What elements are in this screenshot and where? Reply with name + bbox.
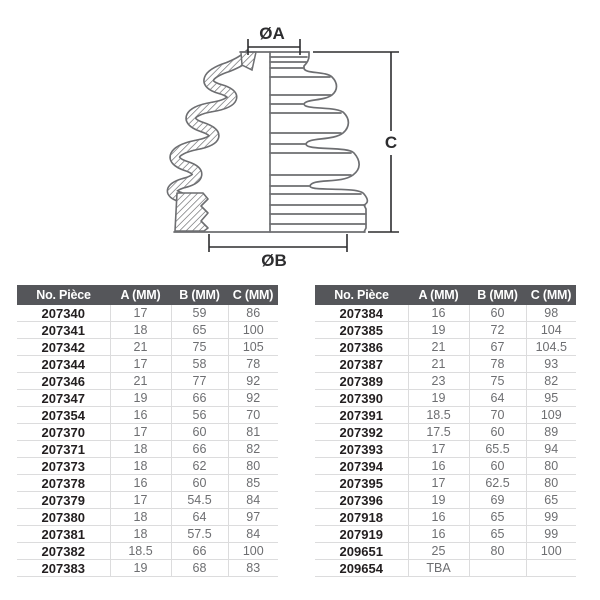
- dim-label-a: ØA: [259, 24, 285, 43]
- dimension-value: 86: [228, 305, 278, 322]
- part-number: 207344: [17, 356, 110, 373]
- dimension-value: 18: [110, 441, 171, 458]
- dimension-value: 16: [408, 526, 469, 543]
- dimension-value: [469, 560, 526, 577]
- dimension-value: 25: [408, 543, 469, 560]
- part-number: 207390: [315, 390, 408, 407]
- dimension-value: 84: [228, 526, 278, 543]
- part-number: 207340: [17, 305, 110, 322]
- dimension-value: 95: [526, 390, 576, 407]
- dimension-value: 99: [526, 509, 576, 526]
- dimension-value: 80: [469, 543, 526, 560]
- column-header: A (MM): [110, 285, 171, 305]
- table-row: [315, 526, 576, 543]
- table-row: [17, 339, 278, 356]
- dimension-value: 18: [110, 458, 171, 475]
- table-row: [315, 322, 576, 339]
- dimension-value: 85: [228, 475, 278, 492]
- table-row: [17, 305, 278, 322]
- dimension-value: 60: [469, 305, 526, 322]
- dimension-value: TBA: [408, 560, 469, 577]
- dimension-value: 60: [469, 458, 526, 475]
- dimension-value: 57.5: [171, 526, 228, 543]
- table-row: [17, 441, 278, 458]
- parts-table-right: [315, 285, 576, 577]
- dimension-value: 18: [110, 322, 171, 339]
- part-number: 207387: [315, 356, 408, 373]
- dimension-value: 21: [408, 339, 469, 356]
- dimension-value: 83: [228, 560, 278, 577]
- dimension-value: 70: [469, 407, 526, 424]
- table-row: [315, 424, 576, 441]
- dimension-value: 68: [171, 560, 228, 577]
- dimension-value: 66: [171, 543, 228, 560]
- table-row: [315, 441, 576, 458]
- dimension-value: 18.5: [110, 543, 171, 560]
- dimension-value: 62.5: [469, 475, 526, 492]
- dimension-value: 21: [110, 339, 171, 356]
- boot-section-wall: [172, 52, 256, 231]
- dimension-value: 65: [469, 526, 526, 543]
- part-number: 207391: [315, 407, 408, 424]
- dimension-value: 75: [171, 339, 228, 356]
- dimension-value: 16: [110, 407, 171, 424]
- table-row: [315, 373, 576, 390]
- dimension-value: 17: [110, 424, 171, 441]
- dimension-value: 60: [469, 424, 526, 441]
- part-number: 207396: [315, 492, 408, 509]
- part-number: 207354: [17, 407, 110, 424]
- dimension-value: 16: [408, 305, 469, 322]
- part-number: 207371: [17, 441, 110, 458]
- table-row: [315, 356, 576, 373]
- dimension-value: 67: [469, 339, 526, 356]
- dimension-value: 64: [469, 390, 526, 407]
- cv-boot-diagram: [0, 0, 600, 282]
- dimension-value: 56: [171, 407, 228, 424]
- dimension-value: 54.5: [171, 492, 228, 509]
- dimension-value: 66: [171, 441, 228, 458]
- part-number: 207342: [17, 339, 110, 356]
- dimension-value: 60: [171, 424, 228, 441]
- dimension-value: 105: [228, 339, 278, 356]
- dimension-value: 17: [110, 356, 171, 373]
- dimension-value: 92: [228, 390, 278, 407]
- dimension-value: 19: [408, 390, 469, 407]
- part-number: 207380: [17, 509, 110, 526]
- table-row: [315, 305, 576, 322]
- column-header: C (MM): [228, 285, 278, 305]
- part-number: 207346: [17, 373, 110, 390]
- part-number: 207918: [315, 509, 408, 526]
- dimension-value: 17: [408, 475, 469, 492]
- dimension-value: 80: [228, 458, 278, 475]
- part-number: 207395: [315, 475, 408, 492]
- column-header: B (MM): [469, 285, 526, 305]
- column-header: B (MM): [171, 285, 228, 305]
- dimension-value: 62: [171, 458, 228, 475]
- dimension-value: 100: [228, 322, 278, 339]
- table-header-row: [17, 285, 278, 305]
- table-row: [17, 322, 278, 339]
- dimension-value: 23: [408, 373, 469, 390]
- table-row: [17, 526, 278, 543]
- dimension-value: 92: [228, 373, 278, 390]
- dimension-value: 21: [408, 356, 469, 373]
- dimension-value: 70: [228, 407, 278, 424]
- dimension-value: 78: [469, 356, 526, 373]
- table-row: [315, 543, 576, 560]
- table-row: [17, 458, 278, 475]
- column-header: No. Pièce: [17, 285, 110, 305]
- dimension-value: 65: [171, 322, 228, 339]
- dimension-value: 80: [526, 475, 576, 492]
- dim-label-c: C: [384, 133, 398, 152]
- dimension-value: 16: [408, 458, 469, 475]
- part-number: 207386: [315, 339, 408, 356]
- column-header: A (MM): [408, 285, 469, 305]
- dimension-value: 78: [228, 356, 278, 373]
- part-number: 207383: [17, 560, 110, 577]
- dimension-value: 19: [408, 492, 469, 509]
- dimension-value: 98: [526, 305, 576, 322]
- dimension-value: 93: [526, 356, 576, 373]
- table-row: [17, 424, 278, 441]
- dimension-value: 17: [110, 305, 171, 322]
- part-number: 207373: [17, 458, 110, 475]
- dimension-value: 19: [110, 390, 171, 407]
- dimension-b: [209, 234, 347, 252]
- part-number: 207370: [17, 424, 110, 441]
- dimension-value: 89: [526, 424, 576, 441]
- part-number: 207385: [315, 322, 408, 339]
- dimension-value: 64: [171, 509, 228, 526]
- table-row: [17, 356, 278, 373]
- dimension-value: 66: [171, 390, 228, 407]
- dimension-value: 65: [526, 492, 576, 509]
- column-header: No. Pièce: [315, 285, 408, 305]
- dimension-value: 19: [408, 322, 469, 339]
- dimension-value: 59: [171, 305, 228, 322]
- dimension-value: 82: [526, 373, 576, 390]
- parts-table-left: [17, 285, 278, 577]
- part-number: 207379: [17, 492, 110, 509]
- dim-label-b: ØB: [261, 251, 287, 270]
- part-number: 207384: [315, 305, 408, 322]
- table-row: [17, 560, 278, 577]
- table-row: [17, 492, 278, 509]
- part-number: 207389: [315, 373, 408, 390]
- dimension-value: 104.5: [526, 339, 576, 356]
- dimension-value: 100: [228, 543, 278, 560]
- dimension-value: 109: [526, 407, 576, 424]
- dimension-value: 21: [110, 373, 171, 390]
- table-row: [315, 509, 576, 526]
- dimension-value: 60: [171, 475, 228, 492]
- part-number: 207347: [17, 390, 110, 407]
- dimension-value: 17.5: [408, 424, 469, 441]
- part-number: 207382: [17, 543, 110, 560]
- dimension-value: 18: [110, 526, 171, 543]
- table-row: [17, 373, 278, 390]
- part-number: 207394: [315, 458, 408, 475]
- dimension-value: 81: [228, 424, 278, 441]
- dimension-value: 19: [110, 560, 171, 577]
- part-number: 207393: [315, 441, 408, 458]
- dimension-value: 80: [526, 458, 576, 475]
- part-number: 207392: [315, 424, 408, 441]
- dimension-value: 17: [408, 441, 469, 458]
- dimension-value: [526, 560, 576, 577]
- dimension-value: 75: [469, 373, 526, 390]
- table-row: [17, 509, 278, 526]
- dimension-value: 94: [526, 441, 576, 458]
- dimension-value: 84: [228, 492, 278, 509]
- column-header: C (MM): [526, 285, 576, 305]
- table-row: [315, 390, 576, 407]
- dimension-value: 104: [526, 322, 576, 339]
- part-number: 209654: [315, 560, 408, 577]
- table-row: [17, 543, 278, 560]
- dimension-value: 65: [469, 509, 526, 526]
- table-header-row: [315, 285, 576, 305]
- dimension-value: 99: [526, 526, 576, 543]
- dimension-value: 77: [171, 373, 228, 390]
- dimension-value: 18.5: [408, 407, 469, 424]
- dimension-value: 18: [110, 509, 171, 526]
- dimension-value: 97: [228, 509, 278, 526]
- part-number: 207919: [315, 526, 408, 543]
- table-row: [315, 339, 576, 356]
- dimension-value: 65.5: [469, 441, 526, 458]
- dimension-value: 58: [171, 356, 228, 373]
- dimension-value: 82: [228, 441, 278, 458]
- part-number: 207381: [17, 526, 110, 543]
- table-row: [17, 475, 278, 492]
- table-row: [315, 492, 576, 509]
- dimension-value: 72: [469, 322, 526, 339]
- dimension-value: 17: [110, 492, 171, 509]
- part-number: 209651: [315, 543, 408, 560]
- part-number: 207378: [17, 475, 110, 492]
- dimension-value: 16: [110, 475, 171, 492]
- table-row: [17, 390, 278, 407]
- table-row: [315, 475, 576, 492]
- table-row: [17, 407, 278, 424]
- dimension-value: 16: [408, 509, 469, 526]
- part-number: 207341: [17, 322, 110, 339]
- table-row: [315, 560, 576, 577]
- table-row: [315, 458, 576, 475]
- table-row: [315, 407, 576, 424]
- dimension-value: 100: [526, 543, 576, 560]
- dimension-value: 69: [469, 492, 526, 509]
